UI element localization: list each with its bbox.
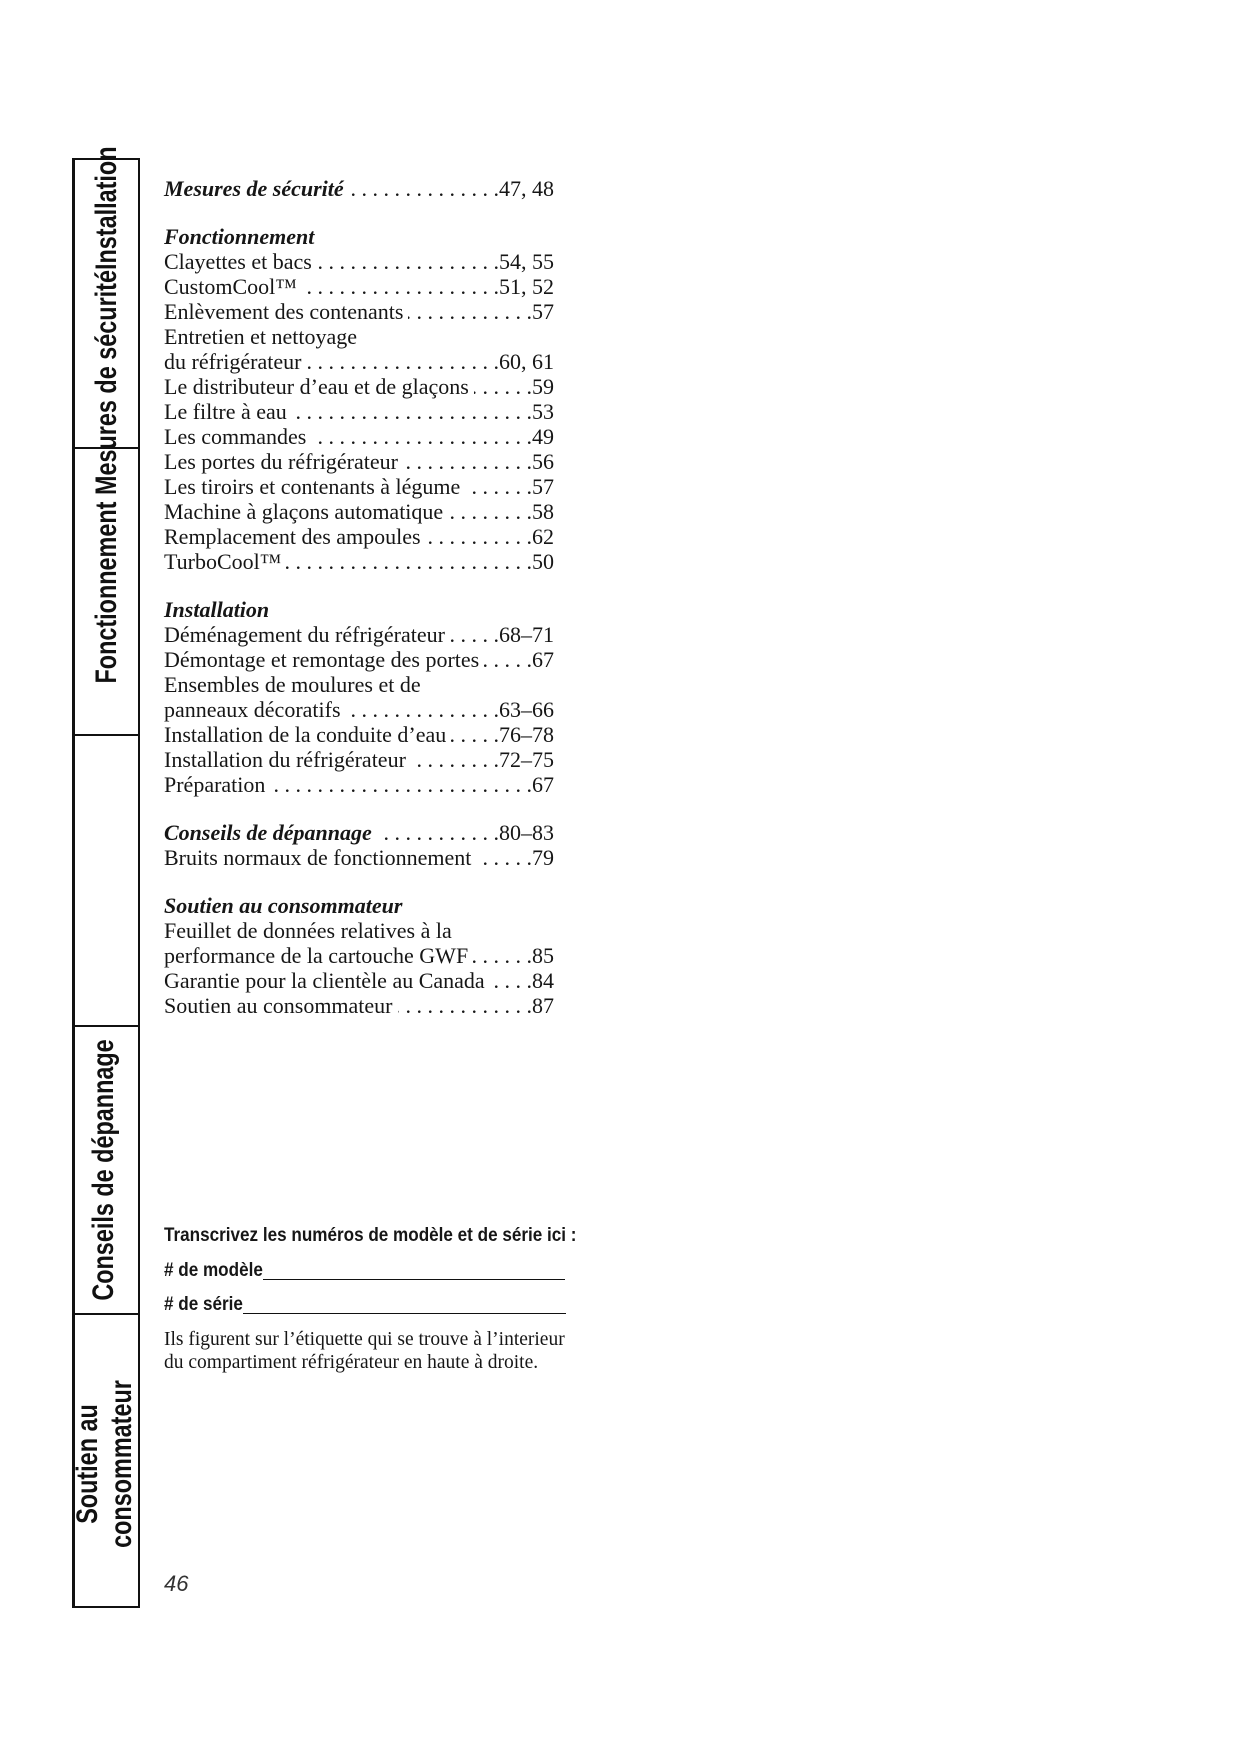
- toc-entry: [164, 722, 554, 747]
- entry-label: Bruits normaux de fonctionnement: [164, 845, 472, 870]
- tab-label-support: [71, 1380, 139, 1548]
- dot-leader: [377, 820, 499, 845]
- toc-entry: [164, 993, 554, 1018]
- entry-pages: 60, 61: [499, 349, 554, 374]
- entry-label: Le distributeur d’eau et de glaçons: [164, 374, 469, 399]
- entry-label: Les tiroirs et contenants à légume: [164, 474, 461, 499]
- toc-entry: [164, 647, 554, 672]
- section-title: Fonctionnement: [164, 224, 315, 249]
- dot-leader: [484, 647, 532, 672]
- tab-label-installation: Installation: [90, 146, 123, 270]
- dot-leader: [349, 176, 499, 201]
- dot-leader: [286, 549, 532, 574]
- entry-pages: 49: [532, 424, 554, 449]
- toc-entry: [164, 918, 554, 943]
- toc-entry: [164, 299, 554, 324]
- record-note: [164, 1328, 565, 1374]
- entry-label: Soutien au consommateur: [164, 993, 393, 1018]
- entry-pages: 57: [532, 474, 554, 499]
- entry-label: Ensembles de moulures et de: [164, 672, 421, 697]
- entry-pages: 63–66: [499, 697, 554, 722]
- entry-pages: 67: [532, 647, 554, 672]
- entry-label: Garantie pour la clientèle au Canada: [164, 968, 485, 993]
- entry-label: TurboCool™: [164, 549, 282, 574]
- toc-entry: [164, 697, 554, 722]
- entry-label: Installation du réfrigérateur: [164, 747, 406, 772]
- dot-leader: [398, 993, 532, 1018]
- entry-label: Déménagement du réfrigérateur: [164, 622, 445, 647]
- toc-entry: [164, 249, 554, 274]
- dot-leader: [490, 968, 532, 993]
- table-of-contents: [164, 176, 554, 1018]
- tab-divider: [72, 1606, 140, 1608]
- section-title: Conseils de dépannage: [164, 820, 372, 845]
- entry-pages: 53: [532, 399, 554, 424]
- toc-entry: [164, 549, 554, 574]
- toc-entry: [164, 449, 554, 474]
- model-number-line: [263, 1279, 565, 1280]
- toc-entry: [164, 622, 554, 647]
- dot-leader: [306, 349, 499, 374]
- page-number: 46: [164, 1571, 189, 1596]
- toc-entry: [164, 747, 554, 772]
- dot-leader: [426, 524, 532, 549]
- toc-entry: [164, 324, 554, 349]
- entry-pages: 76–78: [499, 722, 554, 747]
- entry-pages: 84: [532, 968, 554, 993]
- entry-label: du réfrigérateur: [164, 349, 302, 374]
- tab-divider: [72, 1025, 140, 1027]
- tab-label-troubleshooting: Conseils de dépannage: [87, 1039, 120, 1301]
- entry-pages: 54, 55: [499, 249, 554, 274]
- dot-leader: [411, 747, 499, 772]
- record-instruction-text: Transcrivez les numéros de modèle et de série ici :: [164, 1225, 577, 1246]
- toc-entry: [164, 499, 554, 524]
- dot-leader: [465, 474, 532, 499]
- entry-pages: 87: [532, 993, 554, 1018]
- entry-label: Remplacement des ampoules: [164, 524, 421, 549]
- toc-entry: [164, 943, 554, 968]
- entry-pages: 56: [532, 449, 554, 474]
- entry-pages: 79: [532, 845, 554, 870]
- entry-pages: 58: [532, 499, 554, 524]
- dot-leader: [451, 722, 499, 747]
- serial-number-line: [243, 1313, 566, 1314]
- model-number-field: [164, 1259, 566, 1283]
- toc-entry: [164, 524, 554, 549]
- toc-entry: [164, 399, 554, 424]
- tab-label-safety: Mesures de sécurité: [90, 269, 123, 496]
- toc-section-heading: [164, 893, 554, 918]
- entry-pages: 85: [532, 943, 554, 968]
- entry-pages: 50: [532, 549, 554, 574]
- entry-pages: 67: [532, 772, 554, 797]
- toc-section-heading: [164, 224, 554, 249]
- toc-entry: [164, 968, 554, 993]
- toc-section-heading: [164, 597, 554, 622]
- entry-label: performance de la cartouche GWF: [164, 943, 469, 968]
- toc-entry: [164, 672, 554, 697]
- entry-label: Machine à glaçons automatique: [164, 499, 444, 524]
- tab-label-run: [90, 146, 124, 683]
- entry-label: Les portes du réfrigérateur: [164, 449, 398, 474]
- dot-leader: [292, 399, 532, 424]
- toc-section-safety: [164, 176, 554, 201]
- dot-leader: [346, 697, 499, 722]
- entry-label: panneaux décoratifs: [164, 697, 341, 722]
- toc-entry: [164, 474, 554, 499]
- entry-label: Feuillet de données relatives à la: [164, 918, 452, 943]
- entry-label: Installation de la conduite d’eau: [164, 722, 447, 747]
- toc-section-troubleshooting: [164, 820, 554, 845]
- section-title: Mesures de sécurité: [164, 176, 344, 201]
- dot-leader: [403, 449, 532, 474]
- record-note-line2: du compartiment réfrigérateur en haute à droite.: [164, 1352, 539, 1373]
- dot-leader: [476, 845, 532, 870]
- section-title: Installation: [164, 597, 270, 622]
- entry-label: Entretien et nettoyage: [164, 324, 358, 349]
- toc-entry: [164, 772, 554, 797]
- dot-leader: [311, 424, 532, 449]
- record-note-line1: Ils figurent sur l’étiquette qui se trouve à l’interieur: [164, 1329, 565, 1350]
- tab-divider: [72, 734, 140, 736]
- entry-pages: 72–75: [499, 747, 554, 772]
- entry-label: Préparation: [164, 772, 266, 797]
- dot-leader: [448, 499, 532, 524]
- entry-pages: 59: [532, 374, 554, 399]
- section-title: Soutien au consommateur: [164, 893, 403, 918]
- entry-pages: 57: [532, 299, 554, 324]
- entry-label: Clayettes et bacs: [164, 249, 312, 274]
- model-number-label: # de modèle: [164, 1260, 263, 1281]
- tab-label-support-line2: consommateur: [105, 1380, 138, 1548]
- dot-leader: [302, 274, 499, 299]
- dot-leader: [473, 943, 532, 968]
- tab-label-support-line1: Soutien au: [71, 1404, 104, 1524]
- entry-label: Le filtre à eau: [164, 399, 287, 424]
- dot-leader: [450, 622, 499, 647]
- serial-number-label: # de série: [164, 1294, 243, 1315]
- entry-pages: 51, 52: [499, 274, 554, 299]
- entry-label: CustomCool™: [164, 274, 297, 299]
- tab-divider: [72, 1313, 140, 1315]
- entry-pages: 47, 48: [499, 176, 554, 201]
- dot-leader: [474, 374, 532, 399]
- entry-label: Démontage et remontage des portes: [164, 647, 480, 672]
- serial-number-field: [164, 1293, 566, 1317]
- toc-entry: [164, 374, 554, 399]
- entry-label: Les commandes: [164, 424, 307, 449]
- entry-label: Enlèvement des contenants: [164, 299, 404, 324]
- record-instruction: [164, 1224, 622, 1248]
- dot-leader: [317, 249, 499, 274]
- toc-entry: [164, 349, 554, 374]
- toc-entry: [164, 274, 554, 299]
- dot-leader: [270, 772, 532, 797]
- entry-pages: 80–83: [499, 820, 554, 845]
- entry-pages: 68–71: [499, 622, 554, 647]
- tab-label-operating: Fonctionnement: [90, 501, 123, 684]
- dot-leader: [408, 299, 532, 324]
- toc-entry: [164, 845, 554, 870]
- entry-pages: 62: [532, 524, 554, 549]
- toc-entry: [164, 424, 554, 449]
